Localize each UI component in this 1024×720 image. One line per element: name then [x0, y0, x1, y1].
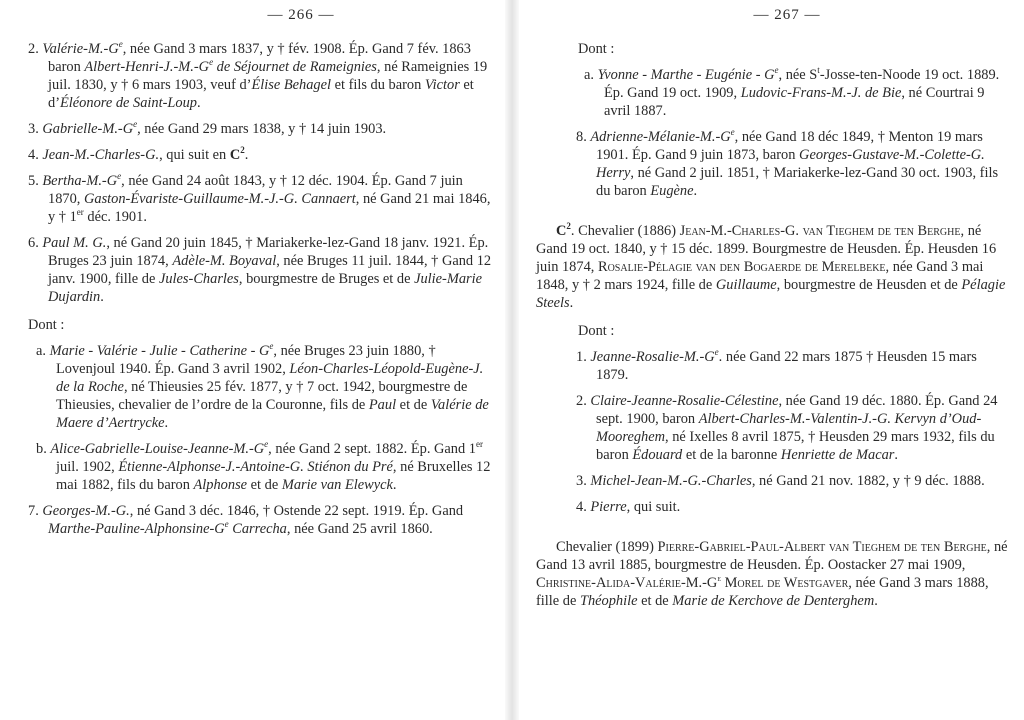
list-item: b. Alice-$Gabrielle-Louise-Jeanne-M.-G^e$, née Gand 2 sept. 1882. Ép. Gand 1er juil. 1902, Étienne-Alphonse-J.-Antoine-G. Stiénon du Pré, né Bruxelles 12 mai 1882, fils du baron Alphonse et de Marie van Elewyck.	[36, 439, 491, 493]
list-item: 2. Valérie-$M.-G^e$, née Gand 3 mars 1837, y † fév. 1908. Ép. Gand 7 fév. 1863 baron Albert-$Henri-J.-M.-G^e$ de Séjournet de Rameignies, né Rameignies 19 juil. 1830, y † 6 mars 1903, veuf d’Élise Behagel et fils du baron Victor et d’Éléonore de Saint-Loup.	[28, 39, 488, 111]
list-item: 3. Gabrielle-$M.-G^e$, née Gand 29 mars 1838, y † 14 juin 1903.	[28, 119, 387, 137]
section-final: Chevalier (1899) Pierre-Gabriel-Paul-Albert van Tieghem de ten Berghe, né Gand 13 avril 1885, bourgmestre de Heusden. Ép. Oostacker 27 mai 1909, Christine-$Alida-Valérie-M.-G^e$ Morel de Westgaver, née Gand 3 mars 1888, fille de Théophile et de Marie de Kerchove de Denterghem.	[536, 539, 1008, 609]
list-item: 4. Pierre, qui suit.	[576, 499, 681, 515]
list-item: 8. Adrienne-$Mélanie-M.-G^e$, née Gand 18 déc 1849, † Menton 19 mars 1901. Ép. Gand 9 juin 1873, baron Georges-Gustave-M.-Colette-G. Herry, né Gand 2 juil. 1851, † Mariakerke-lez-Gand 30 oct. 1903, fils du baron Eugène.	[576, 127, 999, 199]
list-item: 1. Jeanne-$Rosalie-M.-G^e$. née Gand 22 mars 1875 † Heusden 15 mars 1879.	[576, 347, 977, 383]
entry-list	[28, 40, 496, 306]
dont-label: Dont :	[28, 317, 65, 333]
list-item: 6. Paul M. G., né Gand 20 juin 1845, † Mariakerke-lez-Gand 18 janv. 1921. Ép. Bruges 23 juin 1874, Adèle-M. Boyaval, née Bruges 11 juil. 1844, † Gand 12 janv. 1900, fille de Jules-Charles, bourgmestre de Bruges et de Julie-Marie Dujardin.	[28, 235, 492, 305]
list-item: 4. Jean-M.-Charles-G., qui suit en $C^2$.	[28, 145, 249, 163]
children-list	[28, 342, 496, 494]
page-number: — 266 —	[267, 7, 335, 23]
entry-8	[536, 128, 1008, 200]
list-item: 2. Claire-Jeanne-Rosalie-Célestine, née Gand 19 déc. 1880. Ép. Gand 24 sept. 1900, baron Albert-Charles-M.-Valentin-J.-G. Kervyn d’Oud-Mooreghem, né Ixelles 8 avril 1875, † Heusden 29 mars 1932, fils du baron Édouard et de la baronne Henriette de Macar.	[576, 393, 998, 463]
dont-label: Dont :	[578, 323, 615, 339]
section-c2: $C^2$. Chevalier (1886) Jean-M.-Charles-G. van Tieghem de ten Berghe, né Gand 19 oct. 1840, y † 15 déc. 1899. Bourgmestre de Heusden. Ép. Heusden 16 juin 1874, Rosalie-Pélagie van den Bogaerde de Merelbeke, née Gand 3 mai 1848, y † 2 mars 1924, fille de Guillaume, bourgmestre de Heusden et de Pélagie Steels.	[536, 221, 1006, 311]
list-item: 7. Georges-M.-G., né Gand 3 déc. 1846, † Ostende 22 sept. 1919. Ép. Gand Marthe-$Pauline-Alphonsine-G^e$ Carrecha, née Gand 25 avril 1860.	[28, 503, 464, 537]
page-number: — 267 —	[753, 7, 821, 23]
list-item: 5. Bertha-$M.-G^e$, née Gand 24 août 1843, y † 12 déc. 1904. Ép. Gand 7 juin 1870, Gaston-Évariste-Guillaume-M.-J.-G. Cannaert, né Gand 21 mai 1846, y † 1er déc. 1901.	[28, 171, 491, 225]
entry-7	[28, 502, 496, 538]
page-267	[512, 0, 1024, 720]
list-item: a. Marie - Valérie - Julie - Catherine - $G^e$, née Bruges 23 juin 1880, † Lovenjoul 1940. Ép. Gand 3 avril 1902, Léon-Charles-Léopold-Eugène-J. de la Roche, né Thieusies 25 fév. 1877, y † 7 oct. 1942, bourgmestre de Thieusies, chevalier de l’ordre de la Couronne, fils de Paul et de Valérie de Maere d’Aertrycke.	[36, 341, 489, 431]
children-list	[536, 348, 1008, 516]
dont-label: Dont :	[578, 41, 615, 57]
list-item: 3. Michel-Jean-M.-G.-Charles, né Gand 21 nov. 1882, y † 9 déc. 1888.	[576, 473, 985, 489]
list-item: a. Yvonne - Marthe - Eugénie - $G^e$, née $S^t-Josse-ten$-Noode 19 oct. 1889. Ép. Gand 19 oct. 1909, Ludovic-Frans-M.-J. de Bie, né Courtrai 9 avril 1887.	[584, 65, 1000, 119]
children-list	[536, 66, 1008, 120]
